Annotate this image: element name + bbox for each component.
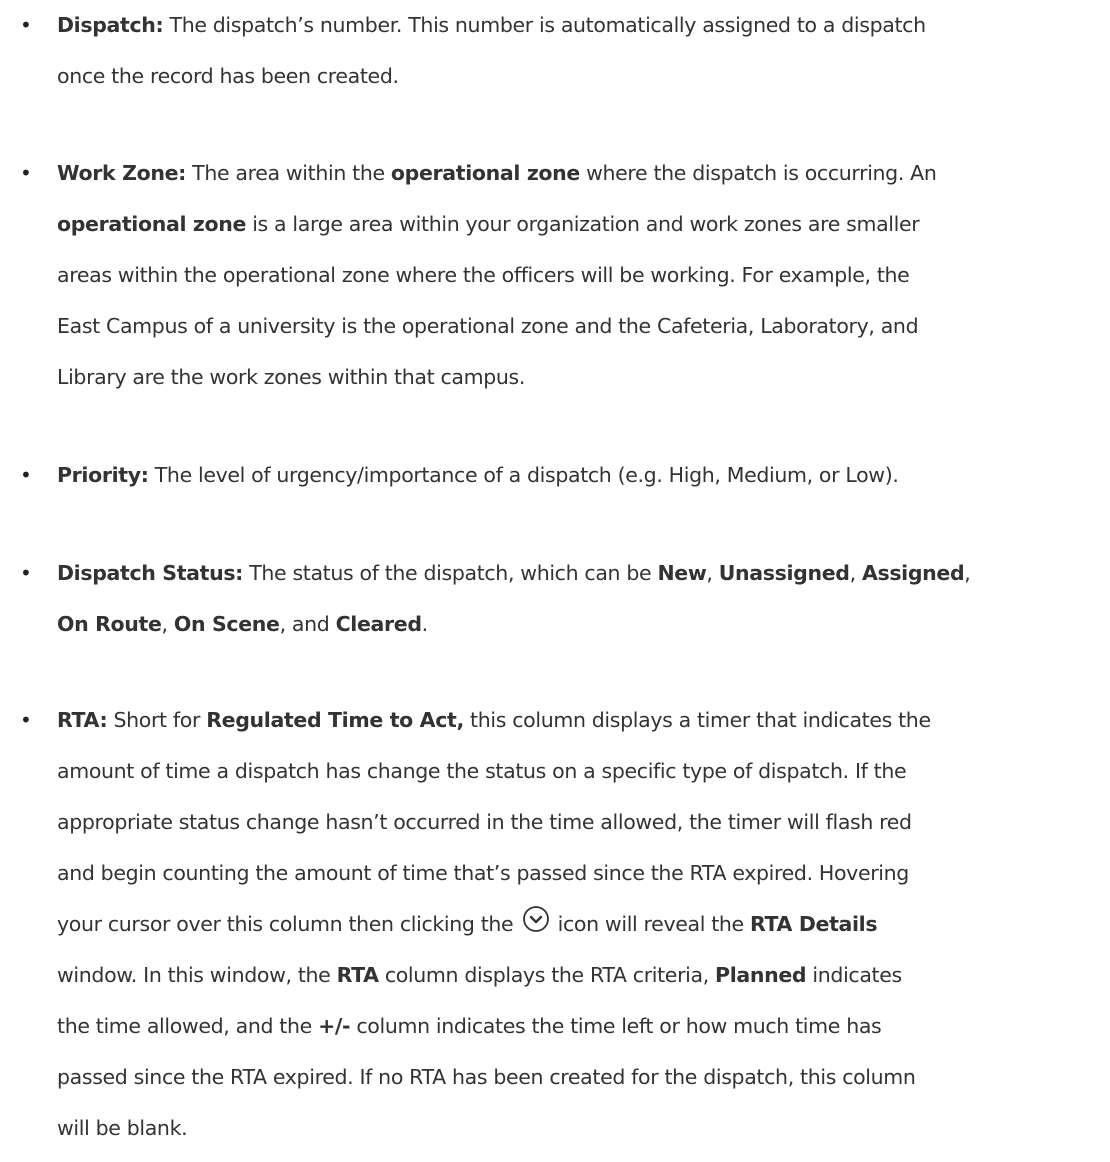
- text-run: amount of time a dispatch has change the status on a specific type of dispatch. If the: [57, 759, 907, 783]
- text-line: [57, 797, 1107, 848]
- text-run: ,: [706, 561, 719, 585]
- text-run: once the record has been created.: [57, 64, 399, 88]
- text-run: window. In this window, the: [57, 963, 337, 987]
- text-line: [57, 1103, 1107, 1154]
- text-run: and begin counting the amount of time that’s passed since the RTA expired. Hovering: [57, 861, 909, 885]
- bold-term: Unassigned: [718, 561, 850, 585]
- bullet-text: [57, 148, 1107, 403]
- text-run: .: [421, 612, 428, 636]
- text-run: East Campus of a university is the operational zone and the Cafeteria, Laboratory, and: [57, 314, 919, 338]
- text-run: indicates: [806, 963, 902, 987]
- text-line: [57, 746, 1107, 797]
- bullet-text: [57, 450, 1107, 501]
- text-line: [57, 1052, 1107, 1103]
- bullet-marker: •: [20, 463, 32, 487]
- text-run: is a large area within your organization and work zones are smaller: [246, 212, 920, 236]
- text-run: where the dispatch is occurring. An: [579, 161, 937, 185]
- text-line: [57, 301, 1107, 352]
- text-line: [57, 599, 1107, 650]
- bold-term: operational zone: [390, 161, 580, 185]
- bullet-marker: •: [20, 708, 32, 732]
- text-run: icon will reveal the: [551, 912, 750, 936]
- bold-term: New: [657, 561, 707, 585]
- bold-term: RTA:: [57, 708, 108, 732]
- text-run: ,: [964, 561, 971, 585]
- bold-term: Work Zone:: [57, 161, 186, 185]
- text-line: [57, 899, 1107, 950]
- text-run: Short for: [107, 708, 207, 732]
- text-run: column displays the RTA criteria,: [378, 963, 716, 987]
- text-line: [57, 548, 1107, 599]
- bold-term: Planned: [715, 963, 807, 987]
- text-run: Library are the work zones within that campus.: [57, 365, 526, 389]
- text-run: appropriate status change hasn’t occurred in the time allowed, the timer will flash red: [57, 810, 912, 834]
- text-run: , and: [279, 612, 336, 636]
- text-run: this column displays a timer that indicates the: [463, 708, 931, 732]
- text-run: The level of urgency/importance of a dispatch (e.g. High, Medium, or Low).: [148, 463, 899, 487]
- bold-term: RTA Details: [749, 912, 878, 936]
- bold-term: Priority:: [57, 463, 149, 487]
- bold-term: On Route: [57, 612, 162, 636]
- text-line: [57, 950, 1107, 1001]
- bullet-text: [57, 0, 1107, 102]
- text-run: areas within the operational zone where the officers will be working. For example, the: [57, 263, 910, 287]
- bold-term: RTA: [336, 963, 379, 987]
- bold-term: operational zone: [57, 212, 247, 236]
- bullet-marker: •: [20, 13, 32, 37]
- text-line: [57, 848, 1107, 899]
- text-run: ,: [849, 561, 862, 585]
- text-line: [57, 250, 1107, 301]
- text-run: The status of the dispatch, which can be: [243, 561, 658, 585]
- text-run: will be blank.: [57, 1116, 188, 1140]
- text-line: [57, 450, 1107, 501]
- text-line: [57, 0, 1107, 51]
- chevron-down-circle-icon: [522, 905, 550, 933]
- bullet-text: [57, 695, 1107, 1154]
- bullet-text: [57, 548, 1107, 650]
- text-line: [57, 695, 1107, 746]
- text-run: ,: [161, 612, 174, 636]
- text-run: passed since the RTA expired. If no RTA has been created for the dispatch, this column: [57, 1065, 916, 1089]
- bold-term: Regulated Time to Act,: [206, 708, 464, 732]
- bullet-marker: •: [20, 561, 32, 585]
- text-run: the time allowed, and the: [57, 1014, 319, 1038]
- text-run: The dispatch’s number. This number is automatically assigned to a dispatch: [163, 13, 926, 37]
- text-line: [57, 1001, 1107, 1052]
- bold-term: Assigned: [861, 561, 965, 585]
- bold-term: +/-: [318, 1014, 351, 1038]
- text-line: [57, 148, 1107, 199]
- text-line: [57, 199, 1107, 250]
- bold-term: Cleared: [335, 612, 422, 636]
- bold-term: Dispatch Status:: [57, 561, 244, 585]
- bold-term: Dispatch:: [57, 13, 164, 37]
- text-run: your cursor over this column then clicking the: [57, 912, 520, 936]
- text-run: column indicates the time left or how much time has: [350, 1014, 882, 1038]
- text-run: The area within the: [186, 161, 391, 185]
- bold-term: On Scene: [173, 612, 280, 636]
- text-line: [57, 352, 1107, 403]
- text-line: [57, 51, 1107, 102]
- bullet-marker: •: [20, 161, 32, 185]
